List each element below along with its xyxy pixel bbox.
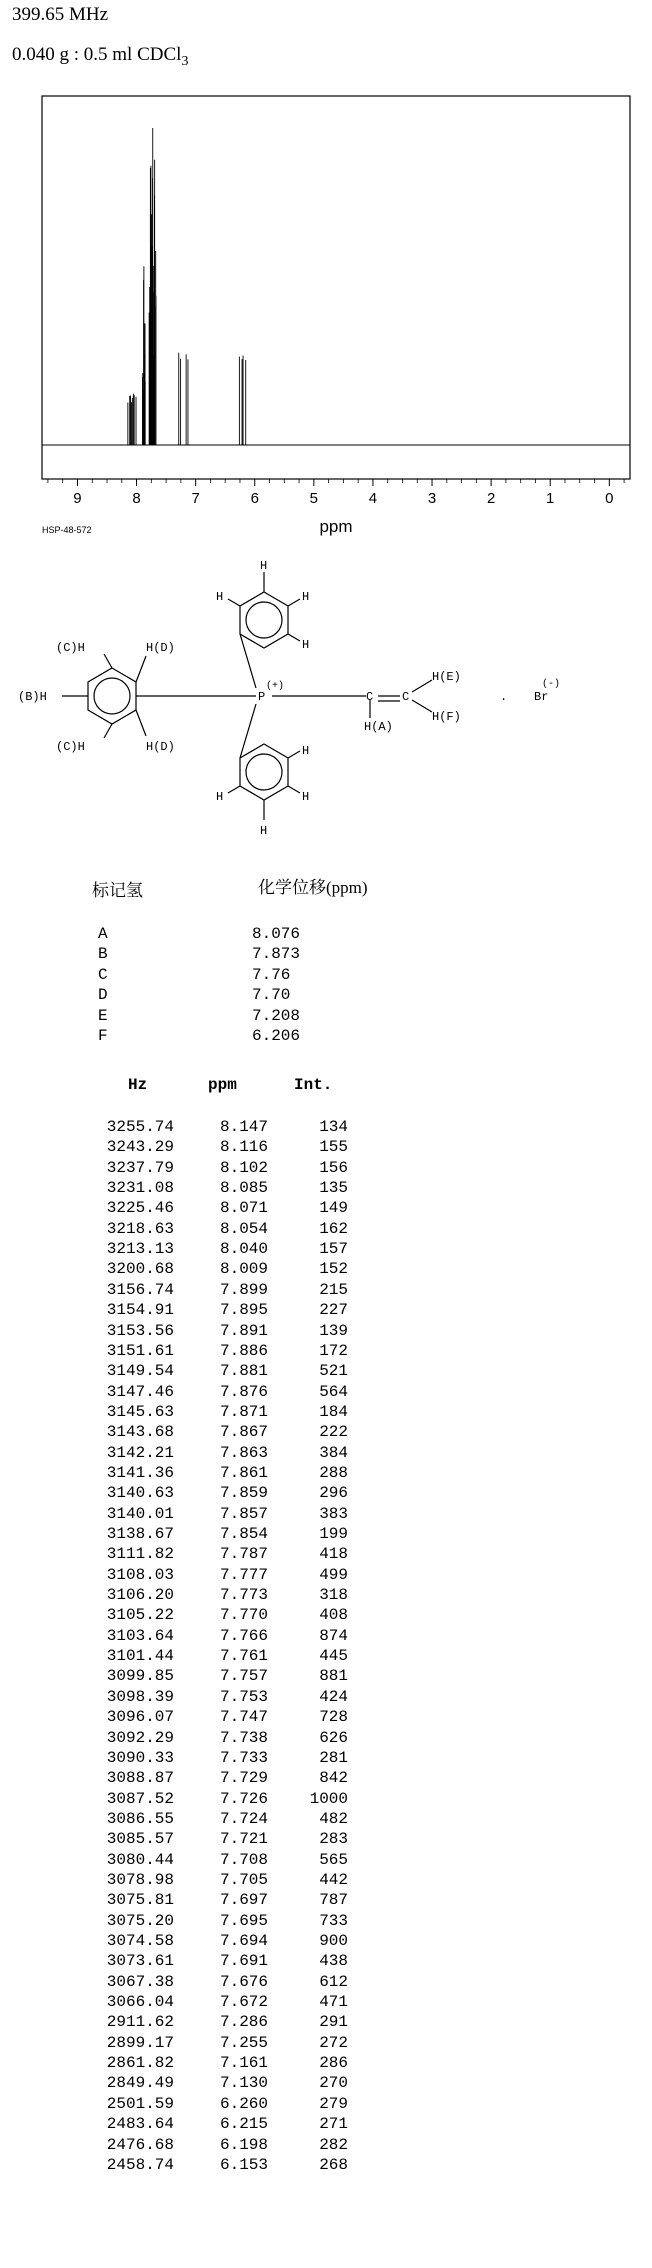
peak-hz: 2458.74 <box>106 2155 174 2174</box>
peak-intensity: 733 <box>319 1911 348 1930</box>
peak-ppm: 7.286 <box>219 2013 268 2032</box>
molecular-structure <box>0 540 652 880</box>
peak-intensity: 842 <box>319 1769 348 1788</box>
table-row <box>0 1932 652 1952</box>
peak-hz: 2849.49 <box>106 2074 174 2093</box>
peak-intensity: 445 <box>319 1647 348 1666</box>
table-row <box>0 1912 652 1932</box>
assignment-label: D <box>98 986 108 1005</box>
peak-ppm: 7.676 <box>219 1972 268 1991</box>
peak-hz: 2911.62 <box>106 2013 174 2032</box>
h-label-bottom-left: H <box>216 790 224 804</box>
table-row <box>0 1851 652 1871</box>
h-label-c-bottom: (C)H <box>56 740 85 754</box>
peak-ppm: 7.886 <box>219 1341 268 1360</box>
peak-hz: 3066.04 <box>106 1993 174 2012</box>
spectrometer-frequency: 399.65 MHz <box>12 4 109 25</box>
assignment-shift: 7.208 <box>252 1006 301 1025</box>
peak-hz: 3098.39 <box>106 1687 174 1706</box>
table-row <box>0 2054 652 2074</box>
h-label-top-right: H <box>302 590 310 604</box>
peak-hz: 3255.74 <box>106 1118 174 1136</box>
table-row <box>0 1708 652 1728</box>
table-row <box>0 2156 652 2176</box>
spectrum-code: HSP-48-572 <box>42 525 92 535</box>
peak-ppm: 7.695 <box>219 1911 268 1930</box>
peak-hz: 3140.01 <box>106 1504 174 1523</box>
assignment-header-shift: 化学位移(ppm) <box>258 878 368 897</box>
peak-intensity: 291 <box>319 2013 348 2032</box>
peak-hz: 3080.44 <box>106 1850 174 1869</box>
table-row <box>0 1525 652 1545</box>
peak-hz: 3106.20 <box>106 1586 174 1605</box>
h-label-a: H(A) <box>364 720 393 734</box>
peak-ppm: 6.215 <box>219 2115 268 2134</box>
peak-intensity: 268 <box>319 2155 348 2174</box>
h-label-top-lower-right: H <box>302 638 310 652</box>
peak-ppm: 8.085 <box>219 1179 268 1198</box>
peak-intensity: 227 <box>319 1301 348 1320</box>
peak-intensity: 270 <box>319 2074 348 2093</box>
peak-table-header-ppm: ppm <box>208 1076 237 1094</box>
peak-hz: 3145.63 <box>106 1402 174 1421</box>
assignment-shift: 6.206 <box>252 1027 301 1045</box>
peak-ppm: 7.738 <box>219 1728 268 1747</box>
assignment-label: B <box>98 945 108 964</box>
table-row <box>0 1810 652 1830</box>
peak-hz: 3200.68 <box>106 1260 174 1279</box>
table-row <box>0 1586 652 1606</box>
peak-ppm: 7.876 <box>219 1382 268 1401</box>
peak-hz: 3151.61 <box>106 1341 174 1360</box>
peak-hz: 3243.29 <box>106 1138 174 1157</box>
table-row <box>0 1464 652 1484</box>
peak-ppm: 8.040 <box>219 1240 268 1259</box>
h-label-top: H <box>260 559 268 573</box>
peak-ppm: 7.766 <box>219 1626 268 1645</box>
carbon-atom-beta: C <box>402 690 410 704</box>
table-row <box>0 1199 652 1219</box>
assignment-label: F <box>98 1027 108 1045</box>
x-tick-label: 1 <box>546 490 555 507</box>
bromide-ion: Br <box>534 690 549 704</box>
table-row <box>0 1566 652 1586</box>
table-row <box>0 1830 652 1850</box>
peak-table-header-hz: Hz <box>128 1076 148 1094</box>
peak-intensity: 215 <box>319 1280 348 1299</box>
peak-hz: 3154.91 <box>106 1301 174 1320</box>
peak-intensity: 881 <box>319 1667 348 1686</box>
peak-hz: 3078.98 <box>106 1870 174 1889</box>
peak-hz: 3103.64 <box>106 1626 174 1645</box>
peak-intensity: 626 <box>319 1728 348 1747</box>
peak-ppm: 7.859 <box>219 1484 268 1503</box>
peak-hz: 3213.13 <box>106 1240 174 1259</box>
peak-hz: 3142.21 <box>106 1443 174 1462</box>
top-ring-aromatic-circle <box>246 602 282 638</box>
table-row <box>0 1993 652 2013</box>
peak-intensity: 408 <box>319 1606 348 1625</box>
peak-hz: 3075.20 <box>106 1911 174 1930</box>
table-row <box>0 1769 652 1789</box>
peak-intensity: 521 <box>319 1362 348 1381</box>
left-ring-aromatic-circle <box>94 678 130 714</box>
peak-intensity: 281 <box>319 1748 348 1767</box>
peak-ppm: 7.895 <box>219 1301 268 1320</box>
peak-hz: 3149.54 <box>106 1362 174 1381</box>
peak-intensity: 1000 <box>309 1789 348 1808</box>
peak-ppm: 7.694 <box>219 1932 268 1950</box>
table-row <box>0 1627 652 1647</box>
peak-ppm: 6.260 <box>219 2094 268 2113</box>
peak-intensity: 272 <box>319 2033 348 2052</box>
peak-ppm: 8.116 <box>219 1138 268 1157</box>
peak-intensity: 471 <box>319 1993 348 2012</box>
peak-ppm: 7.891 <box>219 1321 268 1340</box>
h-label-e: H(E) <box>432 670 461 684</box>
peak-hz: 3073.61 <box>106 1952 174 1971</box>
peak-ppm: 7.777 <box>219 1565 268 1584</box>
nmr-spectrum-chart <box>0 0 652 560</box>
table-row <box>0 1545 652 1565</box>
peak-ppm: 7.733 <box>219 1748 268 1767</box>
x-tick-label: 6 <box>250 490 259 507</box>
peak-ppm: 7.854 <box>219 1525 268 1543</box>
peak-hz: 3099.85 <box>106 1667 174 1686</box>
table-row <box>0 1118 652 1138</box>
peak-intensity: 499 <box>319 1565 348 1584</box>
x-tick-label: 9 <box>73 490 82 507</box>
x-tick-label: 5 <box>309 490 319 507</box>
h-label-bottom-upper-right: H <box>302 744 310 758</box>
peak-hz: 3067.38 <box>106 1972 174 1991</box>
peak-intensity: 135 <box>319 1179 348 1198</box>
table-row <box>0 1973 652 1993</box>
x-tick-label: 8 <box>132 490 141 507</box>
peak-ppm: 7.871 <box>219 1402 268 1421</box>
table-row <box>0 1444 652 1464</box>
bottom-ring-aromatic-circle <box>246 754 282 790</box>
h-label-f: H(F) <box>432 710 461 724</box>
peak-hz: 3086.55 <box>106 1809 174 1828</box>
h-label-b: (B)H <box>18 690 47 704</box>
peak-hz: 3101.44 <box>106 1647 174 1666</box>
peak-ppm: 7.726 <box>219 1789 268 1808</box>
table-row <box>0 2095 652 2115</box>
table-row <box>0 1281 652 1301</box>
peak-hz: 3105.22 <box>106 1606 174 1625</box>
assignment-shift: 8.076 <box>252 925 301 943</box>
peak-hz: 3074.58 <box>106 1932 174 1950</box>
peak-intensity: 288 <box>319 1463 348 1482</box>
peak-hz: 3147.46 <box>106 1382 174 1401</box>
peak-intensity: 383 <box>319 1504 348 1523</box>
h-label-c-top: (C)H <box>56 641 85 655</box>
peak-intensity: 184 <box>319 1402 348 1421</box>
peak-hz: 2861.82 <box>106 2054 174 2073</box>
x-tick-label: 3 <box>427 490 437 507</box>
assignment-shift: 7.70 <box>252 986 291 1005</box>
peak-ppm: 7.787 <box>219 1545 268 1564</box>
peak-intensity: 139 <box>319 1321 348 1340</box>
peak-intensity: 134 <box>319 1118 348 1136</box>
peak-intensity: 271 <box>319 2115 348 2134</box>
peak-ppm: 8.102 <box>219 1158 268 1177</box>
table-row <box>0 1159 652 1179</box>
table-row <box>0 1952 652 1972</box>
peak-intensity: 564 <box>319 1382 348 1401</box>
table-row <box>0 1423 652 1443</box>
peak-intensity: 222 <box>319 1423 348 1442</box>
peak-intensity: 442 <box>319 1870 348 1889</box>
peak-ppm: 7.757 <box>219 1667 268 1686</box>
peak-ppm: 7.697 <box>219 1891 268 1910</box>
peak-ppm: 7.861 <box>219 1463 268 1482</box>
table-row <box>0 1220 652 1240</box>
assignment-header-label: 标记氢 <box>92 881 143 900</box>
phosphorus-charge: (+) <box>266 681 285 692</box>
carbon-atom-alpha: C <box>366 690 374 704</box>
peak-intensity: 787 <box>319 1891 348 1910</box>
table-row <box>0 1484 652 1504</box>
peak-hz: 3140.63 <box>106 1484 174 1503</box>
peak-hz: 3092.29 <box>106 1728 174 1747</box>
peak-intensity: 384 <box>319 1443 348 1462</box>
h-label-d-bottom: H(D) <box>146 740 175 754</box>
table-row <box>0 1688 652 1708</box>
table-row <box>0 2115 652 2135</box>
peak-intensity: 318 <box>319 1586 348 1605</box>
h-label-top-left: H <box>216 590 224 604</box>
peak-intensity: 152 <box>319 1260 348 1279</box>
peak-ppm: 7.770 <box>219 1606 268 1625</box>
peak-intensity: 282 <box>319 2135 348 2154</box>
x-tick-label: 0 <box>605 490 614 507</box>
peak-intensity: 728 <box>319 1708 348 1727</box>
table-row <box>0 2034 652 2054</box>
table-row <box>0 1790 652 1810</box>
peak-ppm: 7.255 <box>219 2033 268 2052</box>
assignment-label: E <box>98 1006 108 1025</box>
bromide-charge: (-) <box>542 679 561 690</box>
assignment-shift: 7.76 <box>252 965 291 984</box>
bottom-phenyl-ring <box>240 744 288 800</box>
peak-ppm: 6.153 <box>219 2155 268 2174</box>
peak-ppm: 8.147 <box>219 1118 268 1136</box>
peak-ppm: 7.161 <box>219 2054 268 2073</box>
table-row <box>0 1301 652 1321</box>
peak-hz: 3231.08 <box>106 1179 174 1198</box>
peak-hz: 3156.74 <box>106 1280 174 1299</box>
peak-hz: 3141.36 <box>106 1463 174 1482</box>
table-row <box>0 1362 652 1382</box>
table-row <box>0 1322 652 1342</box>
peak-ppm: 7.708 <box>219 1850 268 1869</box>
peak-intensity: 424 <box>319 1687 348 1706</box>
x-axis-ticks <box>48 479 624 507</box>
peak-intensity: 482 <box>319 1809 348 1828</box>
x-axis-label: ppm <box>319 517 353 536</box>
peak-ppm: 8.071 <box>219 1199 268 1218</box>
peak-intensity: 438 <box>319 1952 348 1971</box>
peak-hz: 3090.33 <box>106 1748 174 1767</box>
peak-hz: 2899.17 <box>106 2033 174 2052</box>
table-row <box>0 1342 652 1362</box>
peak-hz: 3143.68 <box>106 1423 174 1442</box>
h-label-bottom: H <box>260 824 268 838</box>
table-row <box>0 1383 652 1403</box>
peak-ppm: 7.761 <box>219 1647 268 1666</box>
peak-ppm: 7.672 <box>219 1993 268 2012</box>
table-row <box>0 2136 652 2156</box>
peak-ppm: 8.009 <box>219 1260 268 1279</box>
peak-intensity: 279 <box>319 2094 348 2113</box>
peak-intensity: 286 <box>319 2054 348 2073</box>
peak-intensity: 565 <box>319 1850 348 1869</box>
peak-ppm: 7.747 <box>219 1708 268 1727</box>
h-label-bottom-right: H <box>302 790 310 804</box>
left-phenyl-ring <box>88 668 136 724</box>
peak-intensity: 612 <box>319 1972 348 1991</box>
peak-hz: 3225.46 <box>106 1199 174 1218</box>
peak-ppm: 8.054 <box>219 1219 268 1238</box>
peak-ppm: 7.691 <box>219 1952 268 1971</box>
peak-ppm: 7.721 <box>219 1830 268 1849</box>
peak-hz: 3108.03 <box>106 1565 174 1584</box>
sample-subscript: 3 <box>181 53 189 69</box>
x-tick-label: 4 <box>368 490 378 507</box>
x-tick-label: 7 <box>191 490 200 507</box>
peak-ppm: 7.863 <box>219 1443 268 1462</box>
table-row <box>0 1729 652 1749</box>
peak-intensity: 296 <box>319 1484 348 1503</box>
table-row <box>0 1505 652 1525</box>
peak-intensity: 157 <box>319 1240 348 1259</box>
peak-hz: 3075.81 <box>106 1891 174 1910</box>
peak-intensity: 199 <box>319 1525 348 1543</box>
table-row <box>0 1606 652 1626</box>
table-row <box>0 2074 652 2094</box>
peak-hz: 3088.87 <box>106 1769 174 1788</box>
peak-intensity: 900 <box>319 1932 348 1950</box>
table-row <box>0 1667 652 1687</box>
assignment-label: C <box>98 965 108 984</box>
h-label-d-top: H(D) <box>146 641 175 655</box>
peak-ppm: 7.881 <box>219 1362 268 1381</box>
table-row <box>0 1138 652 1158</box>
spectrum-peaks <box>128 128 246 445</box>
sample-text: 0.040 g : 0.5 ml CDCl <box>12 44 182 65</box>
peak-intensity: 418 <box>319 1545 348 1564</box>
peak-intensity: 155 <box>319 1138 348 1157</box>
peak-ppm: 7.867 <box>219 1423 268 1442</box>
salt-separator-dot: . <box>500 690 508 704</box>
peak-hz: 3111.82 <box>106 1545 174 1564</box>
peak-hz: 3096.07 <box>106 1708 174 1727</box>
peak-ppm: 7.705 <box>219 1870 268 1889</box>
peak-hz: 3237.79 <box>106 1158 174 1177</box>
peak-hz: 3138.67 <box>106 1525 174 1543</box>
table-row <box>0 1179 652 1199</box>
peak-ppm: 7.753 <box>219 1687 268 1706</box>
peak-ppm: 7.724 <box>219 1809 268 1828</box>
assignment-label: A <box>98 925 108 943</box>
table-row <box>0 1240 652 1260</box>
peak-hz: 2501.59 <box>106 2094 174 2113</box>
peak-intensity: 874 <box>319 1626 348 1645</box>
peak-intensity: 162 <box>319 1219 348 1238</box>
peak-hz: 3218.63 <box>106 1219 174 1238</box>
assignment-shift: 7.873 <box>252 945 301 964</box>
table-row <box>0 1871 652 1891</box>
peak-ppm: 7.130 <box>219 2074 268 2093</box>
peak-hz: 3085.57 <box>106 1830 174 1849</box>
table-row <box>0 1891 652 1911</box>
table-row <box>0 2013 652 2033</box>
table-row <box>0 1647 652 1667</box>
peak-ppm: 7.899 <box>219 1280 268 1299</box>
table-row <box>0 1403 652 1423</box>
peak-hz: 3087.52 <box>106 1789 174 1808</box>
table-row <box>0 1749 652 1769</box>
peak-ppm: 7.729 <box>219 1769 268 1788</box>
peak-hz: 2476.68 <box>106 2135 174 2154</box>
peak-intensity: 149 <box>319 1199 348 1218</box>
peak-table-header-int: Int. <box>294 1076 333 1094</box>
peak-ppm: 7.857 <box>219 1504 268 1523</box>
peak-ppm: 6.198 <box>219 2135 268 2154</box>
peak-hz: 2483.64 <box>106 2115 174 2134</box>
peak-ppm: 7.773 <box>219 1586 268 1605</box>
x-tick-label: 2 <box>486 490 496 507</box>
top-phenyl-ring <box>240 592 288 648</box>
phosphorus-atom: P <box>258 690 266 704</box>
peak-intensity: 156 <box>319 1158 348 1177</box>
peak-intensity: 172 <box>319 1341 348 1360</box>
peak-hz: 3153.56 <box>106 1321 174 1340</box>
table-row <box>0 1260 652 1280</box>
peak-intensity: 283 <box>319 1830 348 1849</box>
bond-lines <box>62 572 432 820</box>
